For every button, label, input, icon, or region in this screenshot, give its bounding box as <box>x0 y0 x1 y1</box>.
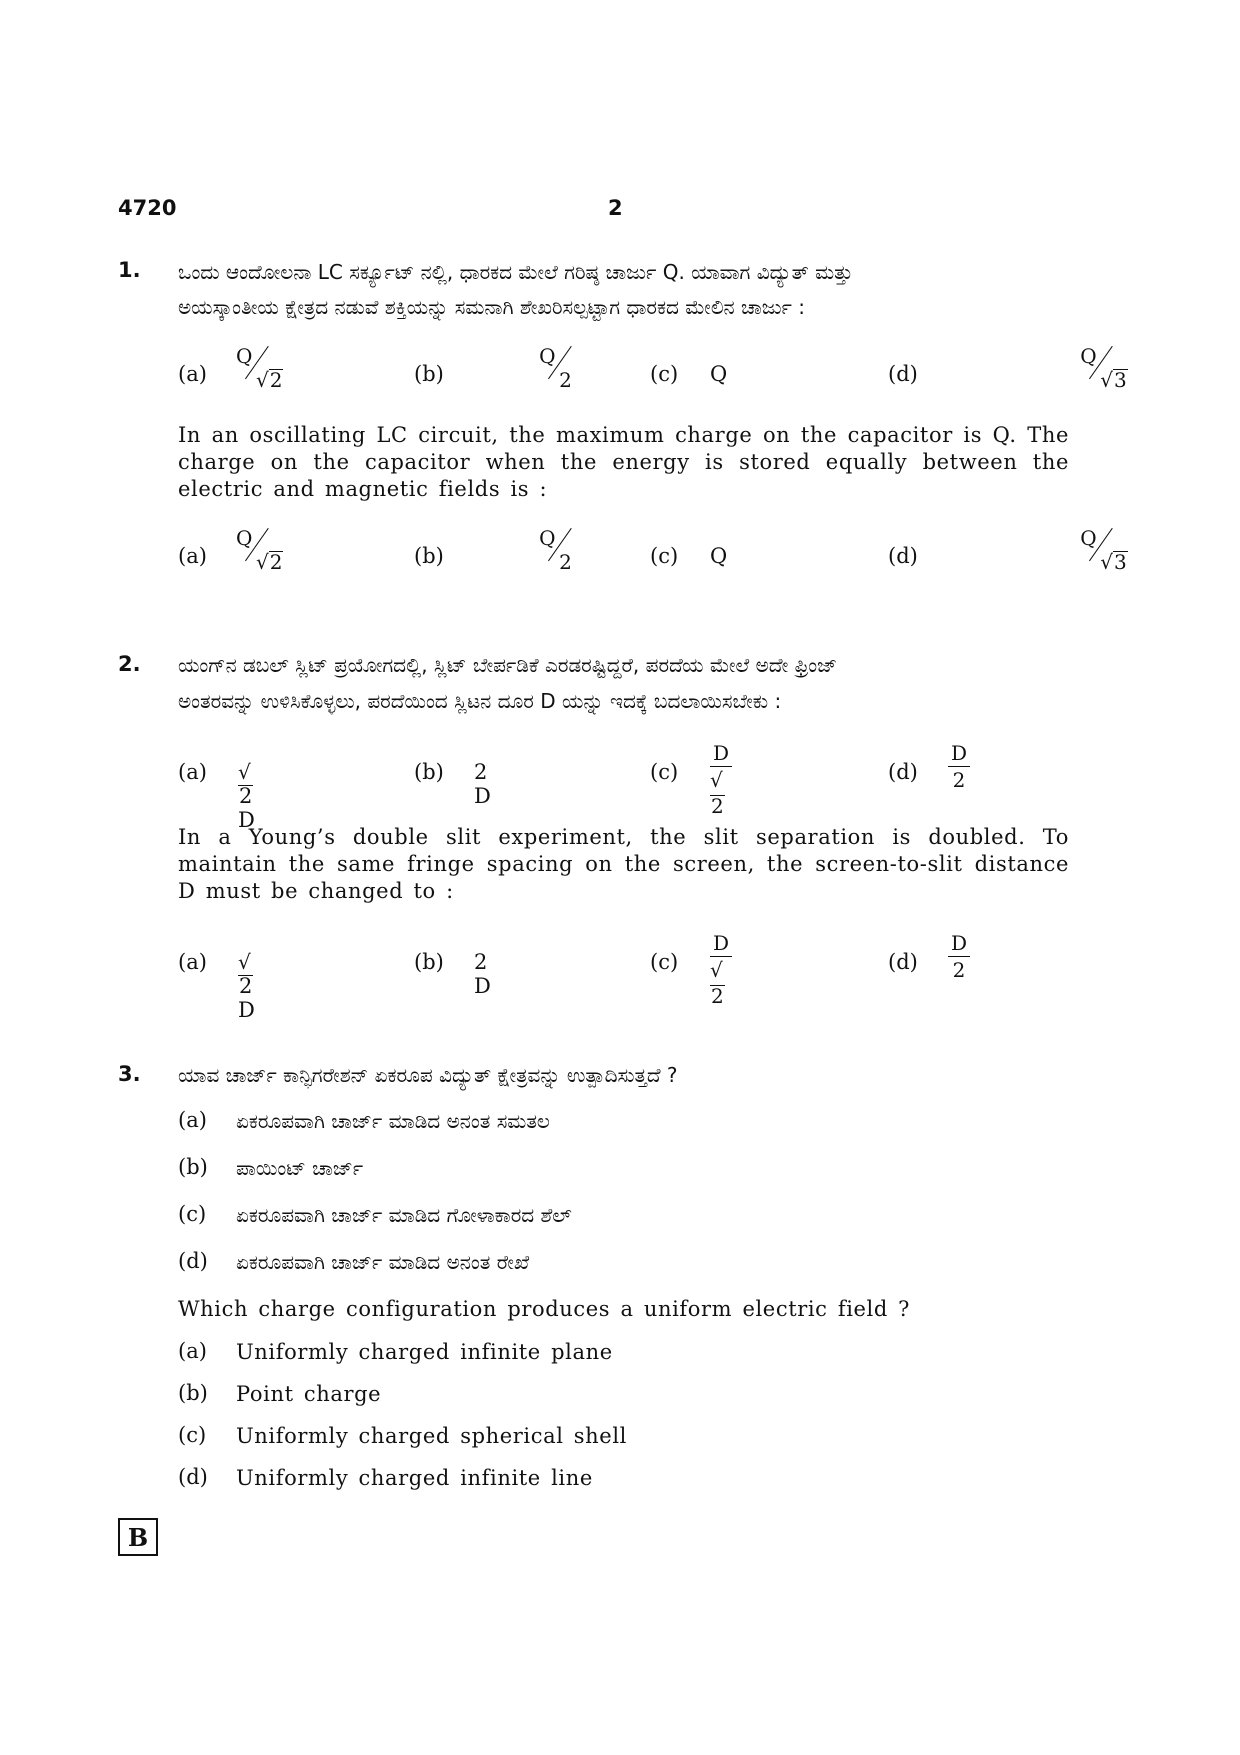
fraction <box>948 930 970 983</box>
question-number: 2. <box>118 652 141 676</box>
option-label: (d) <box>888 544 918 568</box>
radicand: 2 <box>239 784 253 808</box>
option-label: (a) <box>178 544 207 568</box>
radicand: 2 <box>269 550 283 574</box>
radicand: 2 <box>239 974 253 998</box>
english-option-text: Uniformly charged spherical shell <box>236 1424 627 1448</box>
fraction-denominator: √2 <box>710 768 724 819</box>
option-label: (a) <box>178 760 207 784</box>
option-label: (d) <box>888 760 918 784</box>
fraction <box>1078 344 1138 398</box>
question-kannada-line: ಯಂಗ್‌ನ ಡಬಲ್ ಸ್ಲಿಟ್ ಪ್ರಯೋಗದಲ್ಲಿ, ಸ್ಲಿಟ್ ಬೇರ್ಪಡಿಕೆ ಎರಡರಷ್ಟಿದ್ದರೆ, ಪರದೆಯ ಮೇಲೆ ಅದೇ ಫ್ರಿಂಜ್ <box>178 653 838 677</box>
question-number: 3. <box>118 1062 141 1086</box>
question-kannada-line: ಅಯಸ್ಕಾಂತೀಯ ಕ್ಷೇತ್ರದ ನಡುವೆ ಶಕ್ತಿಯನ್ನು ಸಮನಾಗಿ ಶೇಖರಿಸಲ್ಪಟ್ಟಾಗ ಧಾರಕದ ಮೇಲಿನ ಚಾರ್ಜು : <box>178 295 806 319</box>
option-label: (d) <box>178 1465 208 1489</box>
option-label: (b) <box>414 362 444 386</box>
english-option-text: Uniformly charged infinite line <box>236 1466 593 1490</box>
english-option <box>178 1381 208 1405</box>
kannada-option <box>178 1155 208 1179</box>
kannada-option <box>178 1108 207 1132</box>
fraction-numerator: D <box>950 741 968 765</box>
fraction-denominator: √3 <box>1100 550 1127 574</box>
kannada-option-text: ಏಕರೂಪವಾಗಿ ಚಾರ್ಜ್ ಮಾಡಿದ ಅನಂತ ರೇಖೆ <box>236 1250 530 1274</box>
option-value: √2 D <box>238 950 255 1022</box>
fraction-denominator: √3 <box>1100 368 1127 392</box>
fraction-denominator: 2 <box>559 368 572 392</box>
fraction-numerator: Q <box>1080 344 1097 368</box>
option-label: (c) <box>650 760 679 784</box>
question-english-text: In a Young’s double slit experiment, the slit separation is doubled. To maintain the same fringe spacing on the screen, the screen-to-slit distance D must be changed to : <box>178 825 1069 903</box>
english-option-text: Uniformly charged infinite plane <box>236 1340 613 1364</box>
kannada-option <box>178 1202 206 1226</box>
fraction-denominator: √2 <box>256 368 283 392</box>
english-option <box>178 1339 207 1363</box>
question-number: 1. <box>118 258 141 282</box>
fraction-numerator: Q <box>236 526 253 550</box>
kannada-option <box>178 1249 208 1273</box>
option-label: (c) <box>650 950 679 974</box>
option-suffix: D <box>238 808 255 832</box>
radicand: 3 <box>1113 550 1127 574</box>
fraction <box>710 740 732 819</box>
fraction-numerator: D <box>712 741 730 765</box>
fraction <box>948 740 970 793</box>
option-value: 2 D <box>474 950 491 998</box>
option-value: Q <box>710 544 728 568</box>
option-label: (b) <box>414 950 444 974</box>
fraction-numerator: Q <box>539 526 556 550</box>
option-label: (a) <box>178 950 207 974</box>
fraction-denominator: 2 <box>952 958 966 983</box>
option-value: √2 D <box>238 760 255 832</box>
option-row <box>178 526 1127 584</box>
option-label: (b) <box>178 1155 208 1179</box>
fraction <box>234 526 294 580</box>
kannada-option-text: ಏಕರೂಪವಾಗಿ ಚಾರ್ಜ್ ಮಾಡಿದ ಗೋಳಾಕಾರದ ಶೆಲ್ <box>236 1203 572 1227</box>
question-kannada-line: ಅಂತರವನ್ನು ಉಳಿಸಿಕೊಳ್ಳಲು, ಪರದೆಯಿಂದ ಸ್ಲಿಟನ ದೂರ D ಯನ್ನು ಇದಕ್ಕೆ ಬದಲಾಯಿಸಬೇಕು : <box>178 689 782 713</box>
fraction <box>1078 526 1138 580</box>
option-label: (d) <box>178 1249 208 1273</box>
fraction-numerator: Q <box>539 344 556 368</box>
option-suffix: D <box>238 998 255 1022</box>
option-label: (d) <box>888 362 918 386</box>
radicand: 2 <box>711 984 724 1009</box>
fraction-denominator: √2 <box>710 958 724 1009</box>
option-label: (b) <box>178 1381 208 1405</box>
kannada-option-text: ಪಾಯಿಂಟ್ ಚಾರ್ಜ್ <box>236 1156 364 1180</box>
english-option <box>178 1423 206 1447</box>
option-label: (d) <box>888 950 918 974</box>
option-label: (c) <box>650 544 679 568</box>
fraction-numerator: Q <box>236 344 253 368</box>
question-english-text: In an oscillating LC circuit, the maximum charge on the capacitor is Q. The charge on the capacitor when the energy is stored equally between the electric and magnetic fields is : <box>178 423 1069 501</box>
option-value: 2 D <box>474 760 491 808</box>
fraction-denominator: 2 <box>559 550 572 574</box>
question-kannada-line: ಒಂದು ಆಂದೋಲನಾ LC ಸರ್ಕ್ಯೂಟ್ ನಲ್ಲಿ, ಧಾರಕದ ಮೇಲೆ ಗರಿಷ್ಠ ಚಾರ್ಜು Q. ಯಾವಾಗ ವಿದ್ಯುತ್ ಮತ್ತು <box>178 260 853 284</box>
option-label: (c) <box>650 362 679 386</box>
fraction-denominator: √2 <box>256 550 283 574</box>
english-option <box>178 1465 208 1489</box>
fraction <box>234 344 294 398</box>
question-kannada-line: ಯಾವ ಚಾರ್ಜ್ ಕಾನ್ಫಿಗರೇಶನ್ ಏಕರೂಪ ವಿದ್ಯುತ್ ಕ್ಷೇತ್ರವನ್ನು ಉತ್ಪಾದಿಸುತ್ತದೆ ? <box>178 1063 678 1087</box>
option-value: Q <box>710 362 728 386</box>
question-english-text: Which charge configuration produces a uniform electric field ? <box>178 1297 911 1321</box>
radicand: 2 <box>711 794 724 819</box>
option-label: (b) <box>414 544 444 568</box>
fraction-numerator: D <box>712 931 730 955</box>
radicand: 3 <box>1113 368 1127 392</box>
fraction <box>710 930 732 1009</box>
fraction-numerator: Q <box>1080 526 1097 550</box>
fraction-numerator: D <box>950 931 968 955</box>
radicand: 2 <box>269 368 283 392</box>
kannada-option-text: ಏಕರೂಪವಾಗಿ ಚಾರ್ಜ್ ಮಾಡಿದ ಅನಂತ ಸಮತಲ <box>236 1109 550 1133</box>
fraction-denominator: 2 <box>952 768 966 793</box>
option-label: (a) <box>178 1108 207 1132</box>
option-label: (c) <box>178 1202 207 1226</box>
page-number: 2 <box>608 196 623 220</box>
option-label: (b) <box>414 760 444 784</box>
option-label: (a) <box>178 362 207 386</box>
option-label: (c) <box>178 1423 207 1447</box>
fraction <box>537 526 597 580</box>
fraction <box>537 344 597 398</box>
paper-code: 4720 <box>118 196 177 220</box>
option-label: (a) <box>178 1339 207 1363</box>
version-box: B <box>118 1518 158 1556</box>
option-row <box>178 344 1127 402</box>
english-option-text: Point charge <box>236 1382 382 1406</box>
